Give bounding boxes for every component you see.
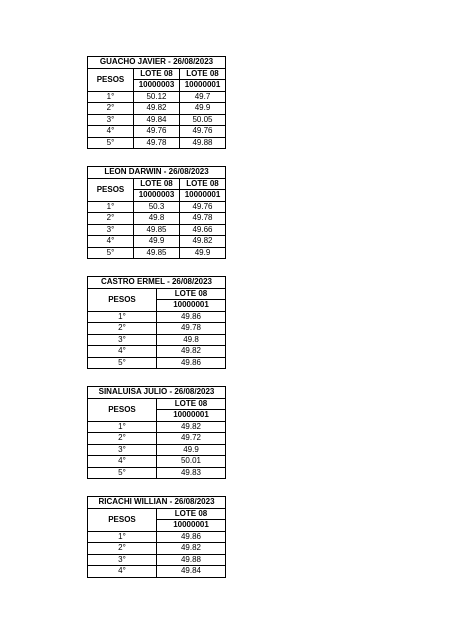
pesos-header: PESOS — [88, 68, 134, 91]
table-row — [88, 213, 226, 225]
weight-cell: 49.86 — [157, 311, 226, 323]
lote-header: LOTE 08 — [134, 178, 180, 190]
row-ordinal: 3° — [88, 444, 157, 456]
weight-cell: 49.76 — [134, 126, 180, 138]
weight-cell: 49.78 — [157, 323, 226, 335]
table-row — [88, 137, 226, 149]
weight-cell: 49.82 — [180, 236, 226, 248]
weights-table-guacho-javier — [87, 56, 226, 149]
table-row — [88, 103, 226, 115]
table-row — [88, 566, 226, 578]
table-row — [88, 91, 226, 103]
table-row — [88, 456, 226, 468]
row-ordinal: 5° — [88, 357, 157, 369]
row-ordinal: 2° — [88, 103, 134, 115]
weight-cell: 49.84 — [157, 566, 226, 578]
weights-table-ricachi-willian — [87, 496, 226, 578]
row-ordinal: 4° — [88, 346, 157, 358]
weight-cell: 49.66 — [180, 224, 226, 236]
table-row — [88, 357, 226, 369]
weight-cell: 49.72 — [157, 433, 226, 445]
table-row — [88, 554, 226, 566]
lote-header: LOTE 08 — [157, 288, 226, 300]
row-ordinal: 2° — [88, 543, 157, 555]
code-header: 10000001 — [157, 520, 226, 532]
row-ordinal: 1° — [88, 91, 134, 103]
weight-cell: 49.8 — [157, 334, 226, 346]
table-row — [88, 543, 226, 555]
weight-cell: 49.8 — [134, 213, 180, 225]
pesos-header: PESOS — [88, 398, 157, 421]
weight-cell: 49.9 — [180, 103, 226, 115]
row-ordinal: 3° — [88, 224, 134, 236]
weight-cell: 49.82 — [157, 421, 226, 433]
code-header: 10000003 — [134, 80, 180, 92]
table-title: SINALUISA JULIO - 26/08/2023 — [88, 387, 226, 399]
table-row — [88, 444, 226, 456]
row-ordinal: 1° — [88, 311, 157, 323]
weight-cell: 49.86 — [157, 357, 226, 369]
table-title: CASTRO ERMEL - 26/08/2023 — [88, 277, 226, 289]
row-ordinal: 3° — [88, 114, 134, 126]
lote-header: LOTE 08 — [134, 68, 180, 80]
weight-cell: 49.85 — [134, 224, 180, 236]
weight-cell: 49.78 — [180, 213, 226, 225]
weight-cell: 50.3 — [134, 201, 180, 213]
weight-cell: 49.78 — [134, 137, 180, 149]
row-ordinal: 5° — [88, 247, 134, 259]
table-title: GUACHO JAVIER - 26/08/2023 — [88, 57, 226, 69]
lote-header: LOTE 08 — [157, 398, 226, 410]
row-ordinal: 3° — [88, 334, 157, 346]
row-ordinal: 4° — [88, 236, 134, 248]
weight-cell: 50.01 — [157, 456, 226, 468]
weight-cell: 49.83 — [157, 467, 226, 479]
row-ordinal: 3° — [88, 554, 157, 566]
weight-cell: 49.84 — [134, 114, 180, 126]
weight-cell: 49.86 — [157, 531, 226, 543]
table-row — [88, 236, 226, 248]
weights-table-castro-ermel — [87, 276, 226, 369]
weight-cell: 49.9 — [157, 444, 226, 456]
weight-cell: 49.85 — [134, 247, 180, 259]
weight-cell: 49.9 — [134, 236, 180, 248]
code-header: 10000001 — [157, 300, 226, 312]
table-row — [88, 311, 226, 323]
table-title: RICACHI WILLIAN - 26/08/2023 — [88, 497, 226, 509]
table-row — [88, 421, 226, 433]
row-ordinal: 5° — [88, 467, 157, 479]
code-header: 10000001 — [180, 190, 226, 202]
weight-cell: 49.9 — [180, 247, 226, 259]
code-header: 10000001 — [157, 410, 226, 422]
table-row — [88, 201, 226, 213]
table-row — [88, 433, 226, 445]
table-row — [88, 224, 226, 236]
row-ordinal: 4° — [88, 126, 134, 138]
row-ordinal: 5° — [88, 137, 134, 149]
row-ordinal: 2° — [88, 433, 157, 445]
weight-cell: 49.7 — [180, 91, 226, 103]
code-header: 10000003 — [134, 190, 180, 202]
row-ordinal: 2° — [88, 213, 134, 225]
lote-header: LOTE 08 — [180, 68, 226, 80]
table-row — [88, 126, 226, 138]
table-row — [88, 114, 226, 126]
row-ordinal: 1° — [88, 201, 134, 213]
weights-table-sinaluisa-julio — [87, 386, 226, 479]
table-row — [88, 323, 226, 335]
pesos-header: PESOS — [88, 508, 157, 531]
code-header: 10000001 — [180, 80, 226, 92]
weight-cell: 49.88 — [180, 137, 226, 149]
weight-cell: 49.76 — [180, 201, 226, 213]
row-ordinal: 1° — [88, 421, 157, 433]
weight-cell: 49.76 — [180, 126, 226, 138]
pesos-header: PESOS — [88, 178, 134, 201]
row-ordinal: 4° — [88, 566, 157, 578]
lote-header: LOTE 08 — [157, 508, 226, 520]
table-row — [88, 334, 226, 346]
weight-cell: 49.82 — [157, 346, 226, 358]
weight-cell: 50.12 — [134, 91, 180, 103]
row-ordinal: 2° — [88, 323, 157, 335]
table-row — [88, 247, 226, 259]
table-title: LEON DARWIN - 26/08/2023 — [88, 167, 226, 179]
lote-header: LOTE 08 — [180, 178, 226, 190]
weight-cell: 50.05 — [180, 114, 226, 126]
row-ordinal: 1° — [88, 531, 157, 543]
weight-cell: 49.82 — [134, 103, 180, 115]
row-ordinal: 4° — [88, 456, 157, 468]
weight-cell: 49.88 — [157, 554, 226, 566]
weight-cell: 49.82 — [157, 543, 226, 555]
weights-table-leon-darwin — [87, 166, 226, 259]
table-row — [88, 346, 226, 358]
table-row — [88, 531, 226, 543]
pesos-header: PESOS — [88, 288, 157, 311]
table-row — [88, 467, 226, 479]
